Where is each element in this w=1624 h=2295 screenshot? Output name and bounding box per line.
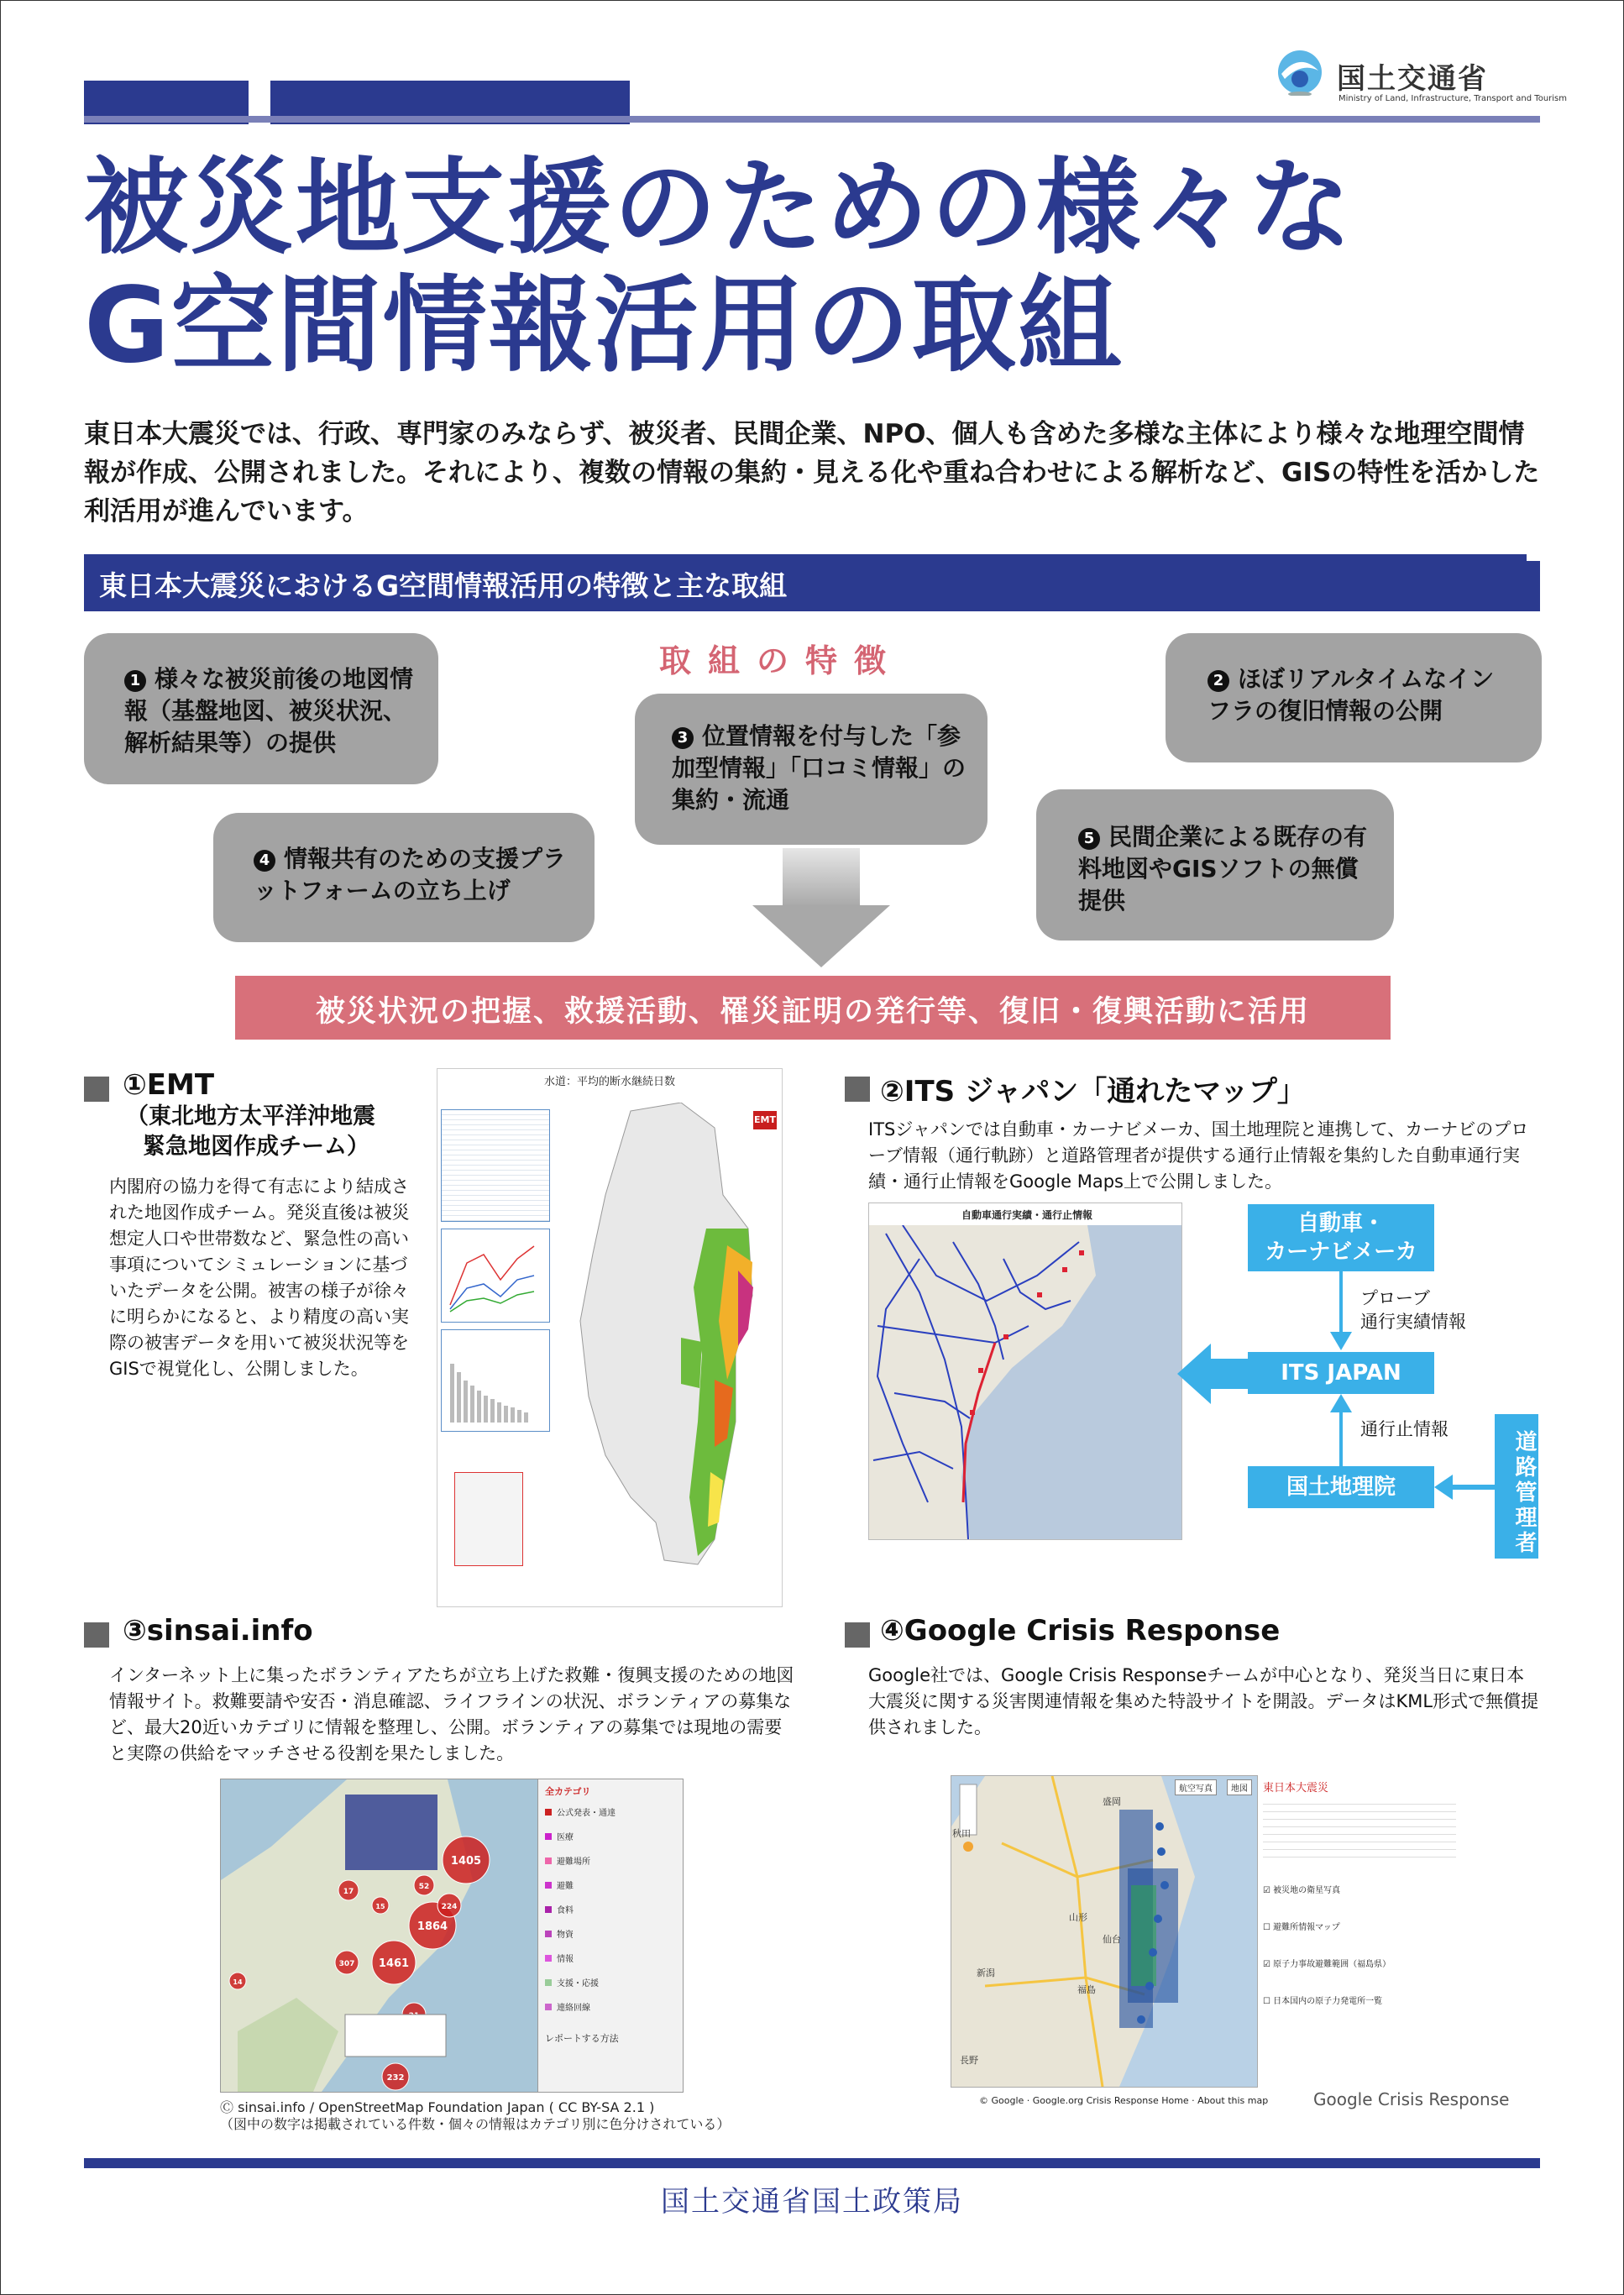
emt-bar-chart-panel	[441, 1329, 550, 1432]
feature-number: 4	[254, 850, 275, 872]
layer-checkbox[interactable]: ☑ 原子力事故避難範囲（福島県）	[1263, 1960, 1391, 1969]
its-map-header-text: 自動車通行実績・通行止情報	[961, 1209, 1093, 1221]
feature-number: 2	[1208, 670, 1229, 692]
sinsai-body: インターネット上に集ったボランティアたちが立ち上げた救難・復興支援のための地図情報サイト。救難要請や安否・消息確認、ライフラインの状況、ボランティアの募集など、最大20近いカテゴリに情報を整理し、公開。ボランティアの募集では現地の需要と実際の供給をマッチさせる役割を果たしました。	[109, 1665, 794, 1763]
city-label: 山形	[1069, 1912, 1087, 1923]
layer-checkbox[interactable]: ☑ 被災地の衛星写真	[1263, 1886, 1341, 1895]
emt-body: 内閣府の協力を得て有志により結成された地図作成チーム。発災直後は被災想定人口や世帯数など、緊急性の高い事項についてシミュレーションに基づいたデータを公開。被害の様子が徐々に明らかになると、より精度の高い実際の被害データを用いて被災状況等をGISで視覚化し、公開しました。	[109, 1176, 410, 1379]
section-marker-its	[845, 1077, 870, 1102]
layer-checkbox[interactable]: ☐ 日本国内の原子力発電所一覧	[1263, 1997, 1383, 2006]
its-label-probe-line-1: プローブ	[1360, 1288, 1430, 1308]
result-text: 被災状況の把握、救援活動、罹災証明の発行等、復旧・復興活動に活用	[315, 995, 1310, 1029]
ministry-logo-sub: Ministry of Land, Infrastructure, Transport and Tourism	[1338, 94, 1568, 103]
its-label-closed: 通行止情報	[1360, 1419, 1449, 1439]
category-item[interactable]: 情報	[545, 1947, 676, 1972]
cluster-count: 1405	[450, 1855, 482, 1868]
cluster-count: 224	[441, 1903, 458, 1911]
feature-text: ほぼリアルタイムなインフラの復旧情報の公開	[1208, 665, 1495, 725]
map-type-button[interactable]: 航空写真	[1175, 1779, 1217, 1795]
emt-badge: EMT	[753, 1111, 777, 1129]
feature-number: 5	[1078, 828, 1100, 850]
emt-title: ①EMT	[123, 1068, 215, 1102]
feature-number: 3	[672, 727, 694, 749]
feature-pill-1	[84, 633, 438, 784]
arrow-up-icon	[1330, 1394, 1352, 1470]
result-banner	[235, 976, 1391, 1040]
cluster-count: 307	[338, 1960, 355, 1968]
tohoku-map-shape	[555, 1103, 782, 1573]
down-arrow-icon	[752, 905, 890, 967]
mlit-logo-icon	[1276, 49, 1323, 96]
feature-text: 民間企業による既存の有料地図やGISソフトの無償提供	[1078, 823, 1368, 914]
section-marker-sinsai	[84, 1622, 109, 1648]
emt-inset-map	[454, 1472, 523, 1566]
category-item[interactable]: 公式発表・通達	[545, 1801, 676, 1826]
city-label: 秋田	[952, 1828, 971, 1839]
down-arrow-shaft	[783, 848, 860, 907]
section-marker-emt	[84, 1077, 109, 1102]
footer-text: 国土交通省国土政策局	[661, 2185, 963, 2219]
category-item[interactable]: 避難場所	[545, 1850, 676, 1874]
google-title: ④Google Crisis Response	[880, 1614, 1281, 1648]
page-title	[84, 149, 1354, 385]
emt-subtitle-line-2: 緊急地図作成チーム）	[143, 1134, 369, 1160]
google-footer-links[interactable]: © Google · Google.org Crisis Response Home · About this map	[979, 2095, 1269, 2106]
emt-subtitle-line-1: （東北地方太平洋沖地震	[126, 1103, 375, 1129]
its-body: ITSジャパンでは自動車・カーナビメーカ、国土地理院と連携して、カーナビのプローブ情報（通行軌跡）と道路管理者が提供する通行止情報を集約した自動車通行実績・通行止情報をGoogle Maps上で公開しました。	[868, 1119, 1529, 1192]
cluster-count: 1864	[416, 1920, 448, 1933]
its-label-probe-line-2: 通行実績情報	[1360, 1312, 1466, 1332]
emt-table-panel	[441, 1109, 550, 1222]
google-map	[951, 1776, 1257, 2087]
its-box-gsi: 国土地理院	[1248, 1466, 1434, 1508]
sinsai-title: ③sinsai.info	[123, 1614, 313, 1648]
its-box-its-japan: ITS JAPAN	[1248, 1352, 1434, 1394]
sinsai-category-sidebar	[537, 1779, 684, 2093]
arrow-left-icon	[1177, 1344, 1249, 1404]
feature-number: 1	[124, 670, 146, 692]
ministry-logo-name: 国土交通省	[1337, 62, 1488, 96]
feature-pill-5	[1036, 789, 1394, 941]
feature-pill-4	[213, 813, 595, 942]
google-map-image	[951, 1775, 1258, 2088]
map-type-button[interactable]: 地図	[1227, 1779, 1252, 1795]
band-title: 東日本大震災におけるG空間情報活用の特徴と主な取組	[99, 569, 788, 602]
section-marker-google	[845, 1622, 870, 1648]
google-side-title: 東日本大震災	[1263, 1782, 1329, 1795]
feature-text: 位置情報を付与した「参加型情報」「口コミ情報」の集約・流通	[672, 722, 967, 814]
feature-pill-3	[635, 694, 987, 845]
city-label: 仙台	[1103, 1934, 1121, 1945]
its-box-car-makers: 自動車・ カーナビメーカ	[1248, 1204, 1434, 1271]
google-side-description	[1263, 1797, 1456, 1864]
cluster-count: 1461	[378, 1957, 410, 1970]
its-map-image	[868, 1203, 1182, 1540]
category-item[interactable]: 支援・応援	[545, 1972, 676, 1996]
intro-paragraph: 東日本大震災では、行政、専門家のみならず、被災者、民間企業、NPO、個人も含めた多様な主体により様々な地理空間情報が作成、公開されました。それにより、複数の情報の集約・見える化や重ね合わせによる解析など、GISの特性を活かした利活用が進んでいます。	[84, 419, 1540, 527]
cluster-count: 17	[343, 1888, 354, 1896]
sinsai-category-list	[545, 1801, 676, 2020]
title-line-1: 被災地支援のための様々な	[84, 148, 1354, 269]
cluster-count: 52	[418, 1883, 430, 1891]
its-road-map	[869, 1225, 1181, 1539]
google-sidebar	[1260, 1779, 1461, 2089]
feature-text: 情報共有のための支援プラットフォームの立ち上げ	[254, 845, 567, 904]
google-body: Google社では、Google Crisis Responseチームが中心となり、発災当日に東日本大震災に関する災害関連情報を集めた特設サイトを開設。データはKML形式で無償提供されました。	[868, 1665, 1539, 1737]
category-item[interactable]: 食料	[545, 1899, 676, 1923]
features-heading: 取組の特徴	[659, 642, 904, 679]
footer-bar	[84, 2158, 1540, 2168]
its-box-road-admin: 道路管理者	[1495, 1414, 1538, 1559]
sinsai-caption-1: Ⓒ sinsai.info / OpenStreetMap Foundation Japan ( CC BY-SA 2.1 )	[220, 2099, 655, 2115]
category-item[interactable]: 連絡回線	[545, 1996, 676, 2020]
emt-map-image	[437, 1068, 783, 1607]
its-title: ②ITS ジャパン「通れたマップ」	[880, 1075, 1306, 1108]
category-item[interactable]: 避難	[545, 1874, 676, 1899]
cluster-count: 232	[386, 2073, 405, 2083]
city-label: 長野	[960, 2055, 978, 2066]
google-crisis-logo: Google Crisis Response	[1313, 2089, 1510, 2109]
sinsai-side-section: レポートする方法	[545, 2033, 619, 2044]
its-label-probe	[1360, 1286, 1466, 1334]
city-label: 福島	[1077, 1984, 1096, 1995]
emt-map-title: 水道：平均的断水継続日数	[543, 1076, 675, 1088]
section-band	[84, 554, 1540, 611]
layer-checkbox[interactable]: ☐ 避難所情報マップ	[1263, 1923, 1340, 1932]
sinsai-map	[221, 1779, 540, 2092]
sinsai-side-header: 全カテゴリ	[545, 1786, 591, 1797]
band-notch	[1527, 551, 1540, 561]
arrow-down-icon	[1330, 1271, 1352, 1350]
emt-line-chart-panel	[441, 1229, 550, 1323]
emt-subtitle	[126, 1102, 375, 1162]
city-label: 盛岡	[1103, 1796, 1121, 1807]
header-rule	[84, 116, 1540, 123]
category-item[interactable]: 物資	[545, 1923, 676, 1947]
feature-text: 様々な被災前後の地図情報（基盤地図、被災状況、解析結果等）の提供	[124, 665, 414, 757]
title-line-2: G空間情報活用の取組	[84, 265, 1124, 386]
feature-pill-2	[1166, 633, 1542, 762]
cluster-count: 15	[375, 1903, 385, 1910]
cluster-count: 14	[233, 1978, 243, 1986]
its-map-header	[869, 1203, 1181, 1226]
city-label: 新潟	[977, 1968, 995, 1978]
arrow-left-small-icon	[1434, 1475, 1495, 1500]
google-layer-list	[1263, 1873, 1391, 2020]
category-item[interactable]: 医療	[545, 1826, 676, 1850]
sinsai-caption-2: （図中の数字は掲載されている件数・個々の情報はカテゴリ別に色分けされている）	[220, 2116, 731, 2132]
